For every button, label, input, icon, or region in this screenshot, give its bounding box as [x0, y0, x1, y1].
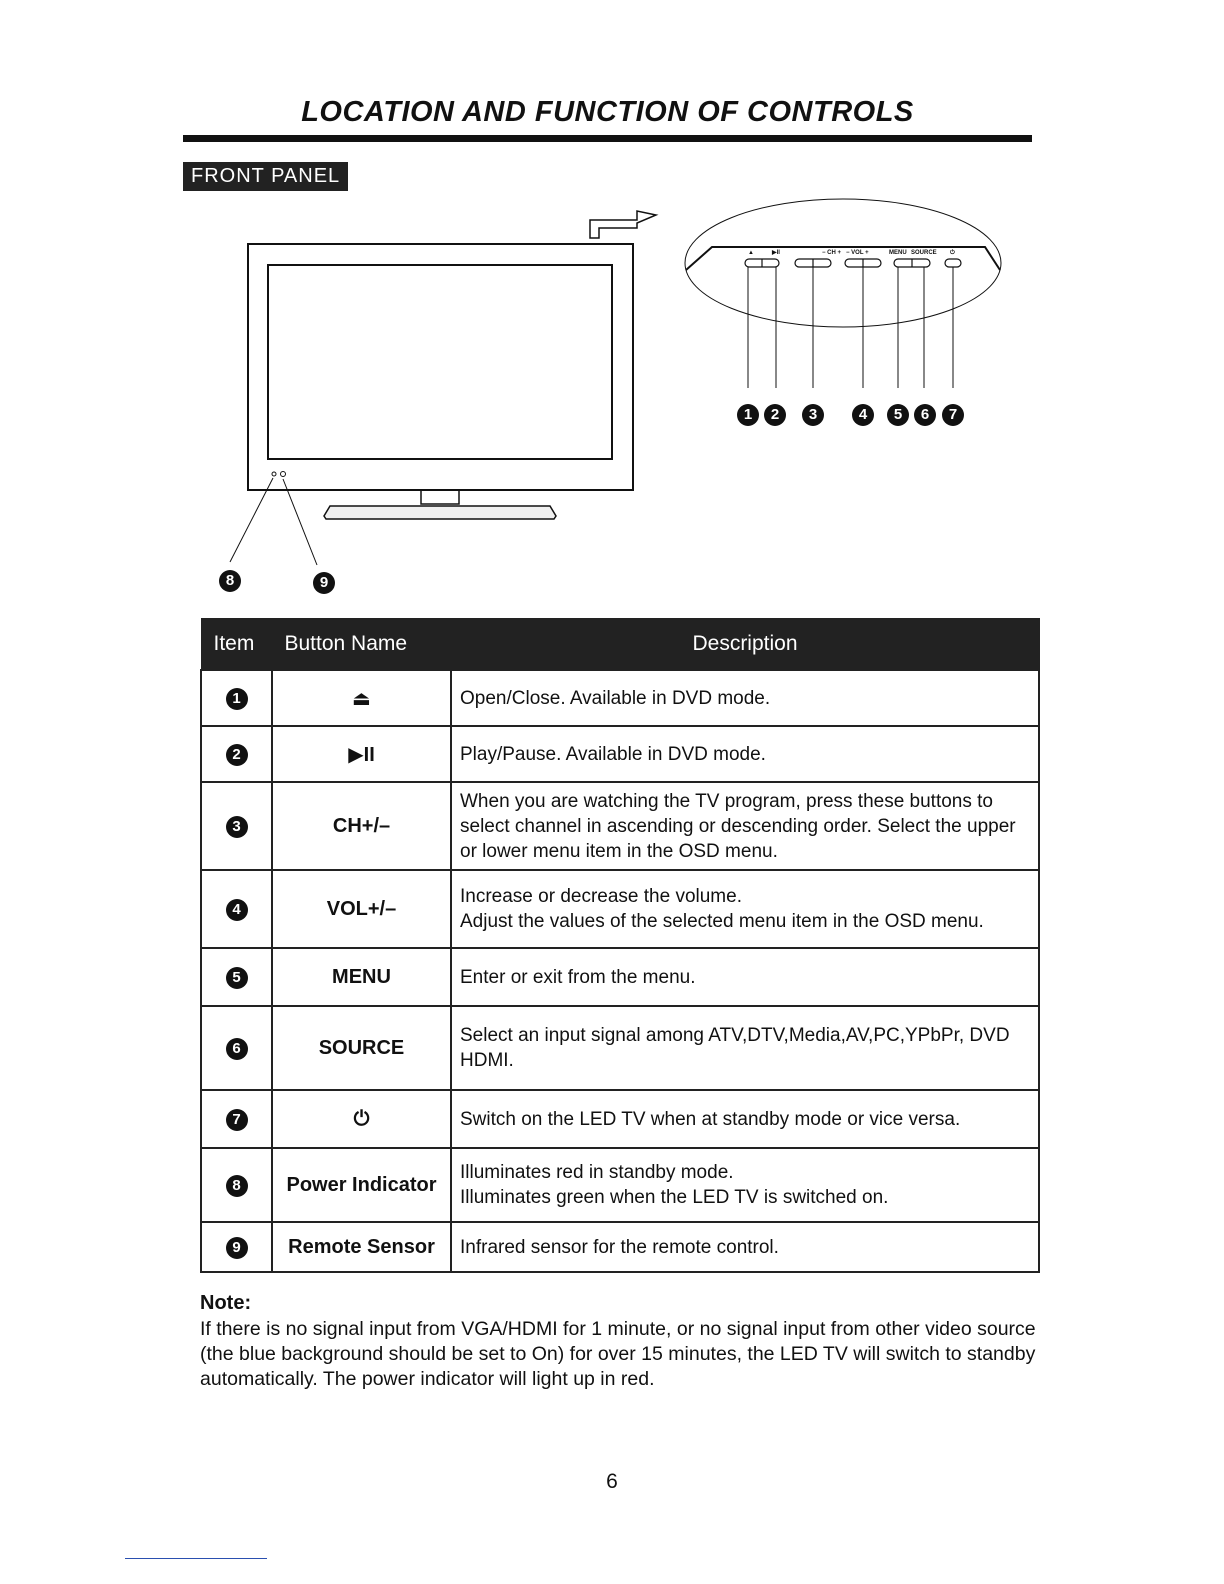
page-number: 6	[606, 1470, 618, 1493]
item-number: 1	[226, 688, 248, 710]
item-number: 5	[226, 967, 248, 989]
button-name-cell: SOURCE	[272, 1006, 451, 1090]
callout-2: 2	[764, 404, 786, 426]
front-panel-diagram	[0, 195, 1224, 615]
button-name-cell: Power Indicator	[272, 1148, 451, 1222]
item-cell	[201, 782, 272, 870]
table-row	[201, 1090, 1039, 1148]
table-row	[201, 782, 1039, 870]
table-row	[201, 870, 1039, 948]
item-number: 4	[226, 899, 248, 921]
callout-9: 9	[313, 572, 335, 594]
section-label: FRONT PANEL	[183, 162, 348, 191]
power-indicator-led	[272, 472, 276, 476]
item-cell	[201, 726, 272, 782]
description-cell: Infrared sensor for the remote control.	[451, 1222, 1039, 1272]
footer-rule	[125, 1558, 267, 1559]
description-cell: Switch on the LED TV when at standby mode or vice versa.	[451, 1090, 1039, 1148]
callout-3: 3	[802, 404, 824, 426]
item-cell	[201, 948, 272, 1006]
panel-button-power	[945, 259, 961, 267]
tv-stand-neck	[421, 490, 459, 504]
note-text: If there is no signal input from VGA/HDMI for 1 minute, or no signal input from other video source (the blue background should be set to On) for over 15 minutes, the LED TV will switch to standby automatically. The power indicator will light up in red.	[200, 1318, 1036, 1390]
table-row	[201, 1222, 1039, 1272]
callout-4: 4	[852, 404, 874, 426]
description-cell: When you are watching the TV program, press these buttons to select channel in ascending or descending order. Select the upper or lower menu item in the OSD menu.	[451, 782, 1039, 870]
button-name-cell: ⏻	[272, 1090, 451, 1148]
page-title: LOCATION AND FUNCTION OF CONTROLS	[301, 96, 914, 128]
header-item: Item	[201, 619, 272, 671]
description-cell: Illuminates red in standby mode. Illuminates green when the LED TV is switched on.	[451, 1148, 1039, 1222]
item-number: 8	[226, 1175, 248, 1197]
tv-screen	[268, 265, 612, 459]
svg-text:▲: ▲	[748, 250, 754, 256]
button-name-cell: ⏏	[272, 670, 451, 726]
item-cell	[201, 1006, 272, 1090]
header-button-name: Button Name	[272, 619, 451, 671]
description-cell: Play/Pause. Available in DVD mode.	[451, 726, 1039, 782]
header-description: Description	[451, 619, 1039, 671]
callout-6: 6	[914, 404, 936, 426]
item-cell	[201, 870, 272, 948]
table-header-row	[201, 619, 1039, 671]
button-name-cell: Remote Sensor	[272, 1222, 451, 1272]
item-cell	[201, 670, 272, 726]
button-name-cell: VOL+/–	[272, 870, 451, 948]
svg-text:SOURCE: SOURCE	[911, 250, 937, 256]
item-number: 2	[226, 744, 248, 766]
tv-stand-base	[324, 506, 556, 519]
svg-text:− CH +: − CH +	[822, 250, 842, 256]
note-heading: Note:	[200, 1292, 252, 1314]
controls-table	[200, 618, 1040, 1273]
item-number: 7	[226, 1109, 248, 1131]
remote-sensor-window	[281, 472, 286, 477]
description-cell: Select an input signal among ATV,DTV,Media,AV,PC,YPbPr, DVD HDMI.	[451, 1006, 1039, 1090]
button-name-cell: CH+/–	[272, 782, 451, 870]
table-row	[201, 670, 1039, 726]
svg-text:▶II: ▶II	[772, 250, 780, 256]
description-cell: Open/Close. Available in DVD mode.	[451, 670, 1039, 726]
zoom-ellipse	[685, 199, 1001, 327]
item-number: 3	[226, 816, 248, 838]
callout-1: 1	[737, 404, 759, 426]
callout-5: 5	[887, 404, 909, 426]
svg-text:− VOL +: − VOL +	[846, 250, 869, 256]
table-body	[201, 670, 1039, 1272]
table-row	[201, 948, 1039, 1006]
description-cell: Increase or decrease the volume. Adjust the values of the selected menu item in the OSD menu.	[451, 870, 1039, 948]
button-name-cell: ▶II	[272, 726, 451, 782]
table-row	[201, 726, 1039, 782]
item-cell	[201, 1222, 272, 1272]
item-cell	[201, 1148, 272, 1222]
callout-7: 7	[942, 404, 964, 426]
item-cell	[201, 1090, 272, 1148]
svg-text:⏻: ⏻	[950, 250, 955, 256]
title-rule	[183, 135, 1032, 142]
description-cell: Enter or exit from the menu.	[451, 948, 1039, 1006]
svg-text:MENU: MENU	[889, 250, 907, 256]
item-number: 6	[226, 1038, 248, 1060]
table-row	[201, 1148, 1039, 1222]
tv-frame	[248, 244, 633, 490]
item-number: 9	[226, 1237, 248, 1259]
zoom-arrow-icon	[590, 211, 656, 238]
button-name-cell: MENU	[272, 948, 451, 1006]
table-row	[201, 1006, 1039, 1090]
callout-8: 8	[219, 570, 241, 592]
